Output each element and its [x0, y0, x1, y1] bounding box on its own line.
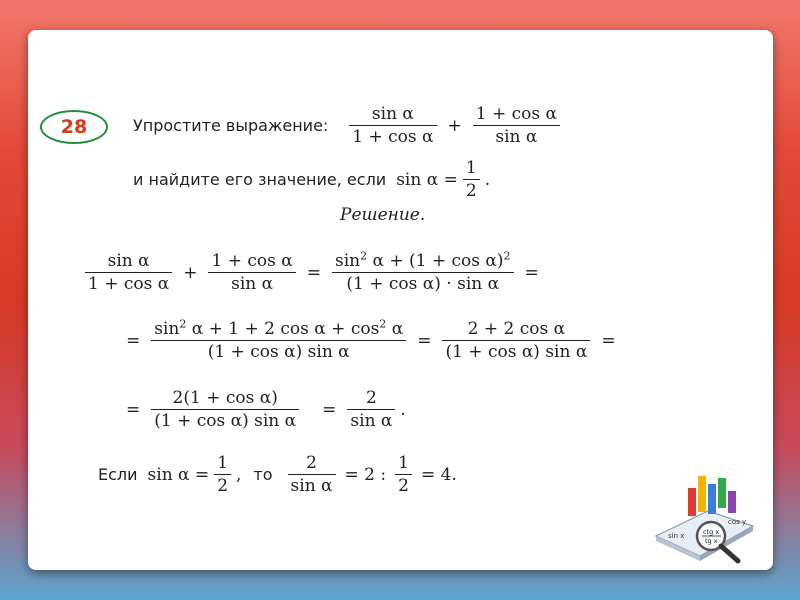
s2-frac2-num: 2 + 2 cos α: [467, 319, 566, 339]
task-line-2: [133, 157, 490, 202]
task-fraction-2: [473, 103, 560, 148]
svg-text:ctg x: ctg x: [703, 528, 720, 536]
final-fraction-2: [395, 452, 412, 497]
cond-numerator: 1: [465, 158, 477, 178]
s1-frac1-num: sin α: [107, 251, 150, 271]
task-line-1: [133, 103, 565, 148]
svg-text:cos y: cos y: [728, 518, 747, 526]
task-text: Упростите выражение:: [133, 116, 329, 135]
final-result: = 4.: [420, 464, 457, 485]
s1-frac1-den: 1 + cos α: [88, 274, 170, 294]
s2-frac1-den: (1 + cos α) sin α: [207, 342, 350, 362]
final-cond-den: 2: [217, 476, 229, 496]
s1-fraction-1: [85, 250, 172, 295]
s1-fraction-2: [208, 250, 295, 295]
cond-denominator: 2: [465, 181, 477, 201]
s3-equals-2: =: [322, 399, 337, 420]
final-cond-lhs: sin α =: [147, 464, 210, 485]
s3-fraction-2: [347, 387, 395, 432]
s3-period: .: [400, 399, 406, 420]
s1-equals: =: [306, 262, 321, 283]
s1-fraction-3: [332, 250, 514, 295]
final-if-text: Если: [98, 465, 138, 484]
problem-number-badge: 28: [40, 110, 108, 144]
final-ratio: = 2 :: [344, 464, 387, 485]
final-cond-num: 1: [217, 453, 229, 473]
s2-frac1-num: $\sin^2 \alpha + 1 + 2$ $\cos \alpha + \cos^2 \alpha$: [154, 317, 404, 339]
s2-equals: =: [126, 330, 141, 351]
task-frac1-numerator: sin α: [371, 104, 414, 124]
s3-frac2-num: 2: [365, 388, 377, 408]
final-cond-fraction: [214, 452, 231, 497]
solution-final: [98, 452, 457, 497]
trig-book-magnifier-icon: [648, 466, 758, 566]
task-plus: +: [447, 115, 462, 136]
s3-frac2-den: sin α: [350, 411, 393, 431]
final-frac2-num: 1: [398, 453, 409, 473]
solution-step-2: [120, 318, 622, 363]
task-frac2-numerator: 1 + cos α: [475, 104, 558, 124]
cond-lhs: sin α =: [396, 169, 458, 190]
final-frac2-den: 2: [398, 476, 409, 496]
task-frac1-denominator: 1 + cos α: [352, 127, 434, 147]
final-fraction-1: [288, 452, 336, 497]
final-frac1-den: sin α: [290, 476, 333, 496]
s3-frac1-den: (1 + cos α) sin α: [154, 411, 297, 431]
s2-equals-2: =: [417, 330, 432, 351]
s3-fraction-1: [151, 387, 299, 432]
s1-plus: +: [183, 262, 198, 283]
s2-fraction-1: [151, 318, 406, 363]
solution-step-1: [80, 250, 545, 295]
cond-period: .: [484, 169, 491, 190]
s1-frac3-den: (1 + cos α) · sin α: [346, 274, 500, 294]
s1-frac3-num: $\sin^2 \alpha + (1 + \cos \alpha)^2$: [334, 249, 511, 271]
s1-frac2-den: sin α: [231, 274, 274, 294]
s3-frac1-num: 2(1 + cos α): [172, 388, 278, 408]
s2-fraction-2: [442, 318, 590, 363]
task-condition-text: и найдите его значение, если: [133, 170, 387, 189]
s2-equals-3: =: [601, 330, 616, 351]
final-frac1-num: 2: [306, 453, 317, 473]
task-frac2-denominator: sin α: [495, 127, 538, 147]
s2-frac2-den: (1 + cos α) sin α: [445, 342, 588, 362]
solution-heading: Решение.: [340, 205, 426, 225]
s1-frac2-num: 1 + cos α: [211, 251, 293, 271]
final-then-text: то: [253, 465, 273, 484]
svg-text:tg x: tg x: [705, 537, 718, 545]
s1-equals-2: =: [524, 262, 539, 283]
final-comma: ,: [236, 464, 242, 485]
svg-text:sin x: sin x: [668, 532, 685, 540]
solution-step-3: [120, 387, 406, 432]
task-fraction-1: [349, 103, 436, 148]
s3-equals: =: [126, 399, 141, 420]
cond-fraction: [463, 157, 480, 202]
